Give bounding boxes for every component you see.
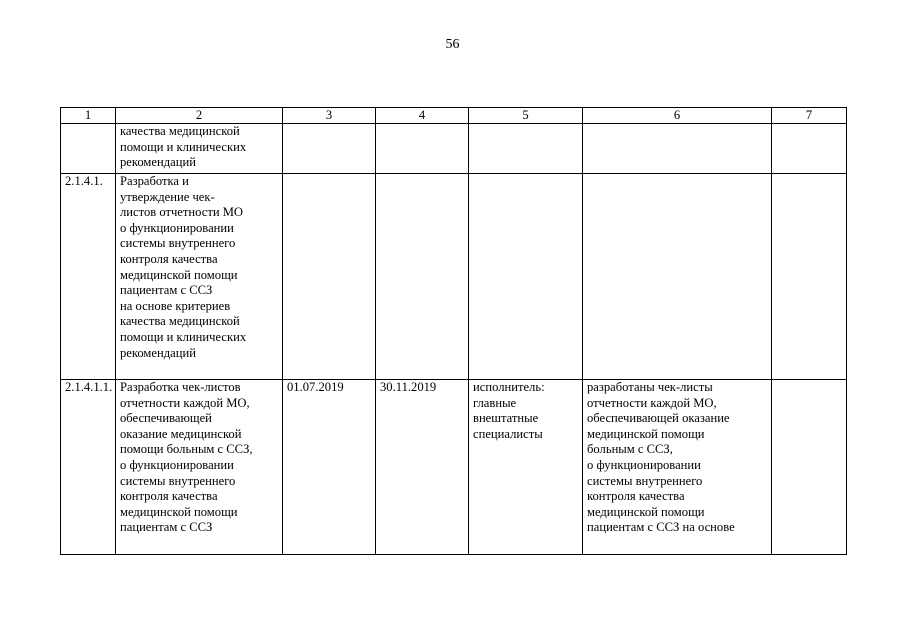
table-cell-number: 2.1.4.1.1. — [61, 380, 116, 555]
table-cell-responsible — [469, 174, 583, 380]
plan-table — [60, 107, 847, 555]
table-row — [61, 124, 847, 174]
page-number: 56 — [445, 37, 460, 52]
table-cell-responsible — [469, 124, 583, 174]
table-row — [61, 174, 847, 380]
table-cell-col7 — [772, 380, 847, 555]
column-header-3: 3 — [283, 108, 376, 124]
table-cell-start-date: 01.07.2019 — [283, 380, 376, 555]
table-cell-end-date — [376, 124, 469, 174]
table-cell-end-date — [376, 174, 469, 380]
table-cell-end-date: 30.11.2019 — [376, 380, 469, 555]
column-header-7: 7 — [772, 108, 847, 124]
table-row — [61, 380, 847, 555]
table-cell-activity: Разработка чек-листов отчетности каждой МО, обеспечивающей оказание медицинской помощи больным с ССЗ, о функционировании системы внутреннего контроля качества медицинской помощи пациентам с ССЗ — [116, 380, 283, 555]
column-header-2: 2 — [116, 108, 283, 124]
table-cell-activity: Разработка и утверждение чек- листов отчетности МО о функционировании системы внутреннего контроля качества медицинской помощи пациентам с ССЗ на основе критериев качества медицинской помощи и клинических рекомендаций — [116, 174, 283, 380]
table-cell-start-date — [283, 124, 376, 174]
table-cell-result — [583, 174, 772, 380]
table-cell-result — [583, 124, 772, 174]
table-cell-activity: качества медицинской помощи и клинических рекомендаций — [116, 124, 283, 174]
column-header-5: 5 — [469, 108, 583, 124]
table-cell-col7 — [772, 174, 847, 380]
column-header-1: 1 — [61, 108, 116, 124]
column-header-4: 4 — [376, 108, 469, 124]
table-cell-start-date — [283, 174, 376, 380]
table-cell-responsible: исполнитель: главные внештатные специалисты — [469, 380, 583, 555]
table-cell-number: 2.1.4.1. — [61, 174, 116, 380]
column-header-6: 6 — [583, 108, 772, 124]
table-cell-result: разработаны чек-листы отчетности каждой МО, обеспечивающей оказание медицинской помощи больным с ССЗ, о функционировании системы внутреннего контроля качества медицинской помощи пациентам с ССЗ на основе — [583, 380, 772, 555]
header-row — [61, 108, 847, 124]
table-cell-number — [61, 124, 116, 174]
table-cell-col7 — [772, 124, 847, 174]
